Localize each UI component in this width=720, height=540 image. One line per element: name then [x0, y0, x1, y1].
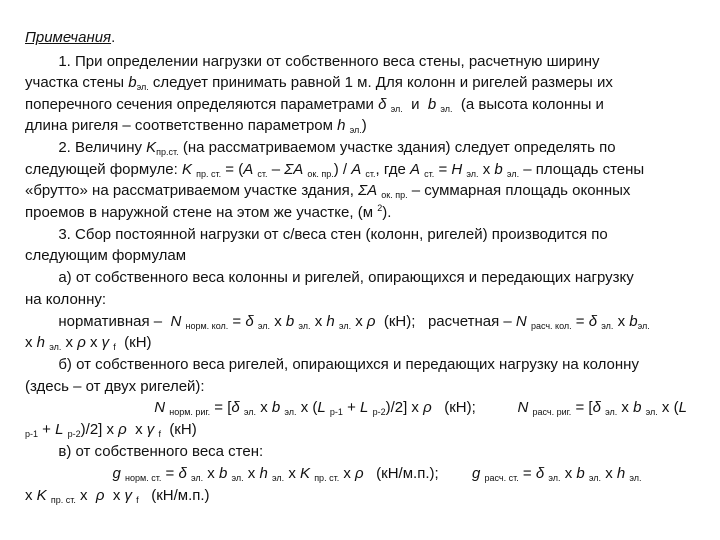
note-3b-line-2: (здесь – от двух ригелей):	[25, 378, 205, 395]
note-2-line-4: проемов в наружной стене на этом же участке, (м $^2$).	[25, 203, 392, 221]
note-2-line-3: «брутто» на рассматриваемом участке здания, ΣA $_{ок. пр.}$ – суммарная площадь оконных	[25, 182, 631, 200]
column-load-formula: нормативная – N $_{норм. кол.}$ = δ $_{эл.}$ x b $_{эл.}$ x h $_{эл.}$ x ρ (кН); расчетная – N $_{расч. кол.}$ = δ $_{эл.}$ x $b_{эл.}$	[58, 313, 650, 331]
note-3b-line-1: б) от собственного веса ригелей, опирающихся и передающих нагрузку на колонну	[58, 356, 639, 373]
note-3v-line-1: в) от собственного веса стен:	[58, 443, 264, 460]
wall-load-formula-cont: x K $_{пр. ст.}$ x ρ x γ $_f$ (кН/м.п.)	[25, 487, 210, 505]
note-2-formula: следующей формуле: K $_{пр. ст.}$ = (A $_{ст.}$ – ΣA $_{ок. пр.}$) / A $_{ст.}$, где A $_{ст.}$ = H $_{эл.}$ x b $_{эл.}$ – площадь стены	[25, 161, 645, 179]
notes-heading: Примечания.	[25, 29, 116, 46]
girder-load-formula-cont: $_{р-1}$ + L $_{р-2}$)/2] x ρ x γ $_f$ (кН)	[25, 421, 197, 439]
note-3a-line-1: а) от собственного веса колонны и ригелей, опирающихся и передающих нагрузку	[58, 269, 634, 286]
column-load-formula-cont: x h $_{эл.}$ x ρ x γ $_f$ (кН)	[25, 334, 152, 352]
note-3-line-2: следующим формулам	[25, 247, 187, 264]
note-2-line-1: 2. Величину $K_{пр.ст.}$ (на рассматриваемом участке здания) следует определять по	[58, 139, 616, 157]
note-1-line-3: поперечного сечения определяются параметрами δ $_{эл.}$ и b $_{эл.}$ (а высота колонны и	[25, 96, 604, 114]
girder-load-formula: N $_{норм. риг.}$ = [δ $_{эл.}$ x b $_{эл.}$ x (L $_{р-1}$ + L $_{р-2}$)/2] x ρ (кН); N $_{расч. риг.}$ = [δ $_{эл.}$ x b $_{эл.}$ x (L	[154, 399, 687, 417]
wall-load-formula: g $_{норм. ст.}$ = δ $_{эл.}$ x b $_{эл.}$ x h $_{эл.}$ x K $_{пр. ст.}$ x ρ (кН/м.п.); g $_{расч. ст.}$ = δ $_{эл.}$ x b $_{эл.}$ x h $_{эл.}$	[112, 465, 642, 483]
note-1-line-4: длина ригеля – соответственно параметром h $_{эл.}$)	[25, 117, 367, 135]
note-3a-line-2: на колонну:	[25, 291, 107, 308]
note-1-line-1: 1. При определении нагрузки от собственного веса стены, расчетную ширину	[58, 53, 600, 70]
note-1-line-2: участка стены $b_{эл.}$ следует принимать равной 1 м. Для колонн и ригелей размеры их	[25, 74, 613, 92]
note-3-line-1: 3. Сбор постоянной нагрузки от с/веса стен (колонн, ригелей) производится по	[58, 226, 608, 243]
